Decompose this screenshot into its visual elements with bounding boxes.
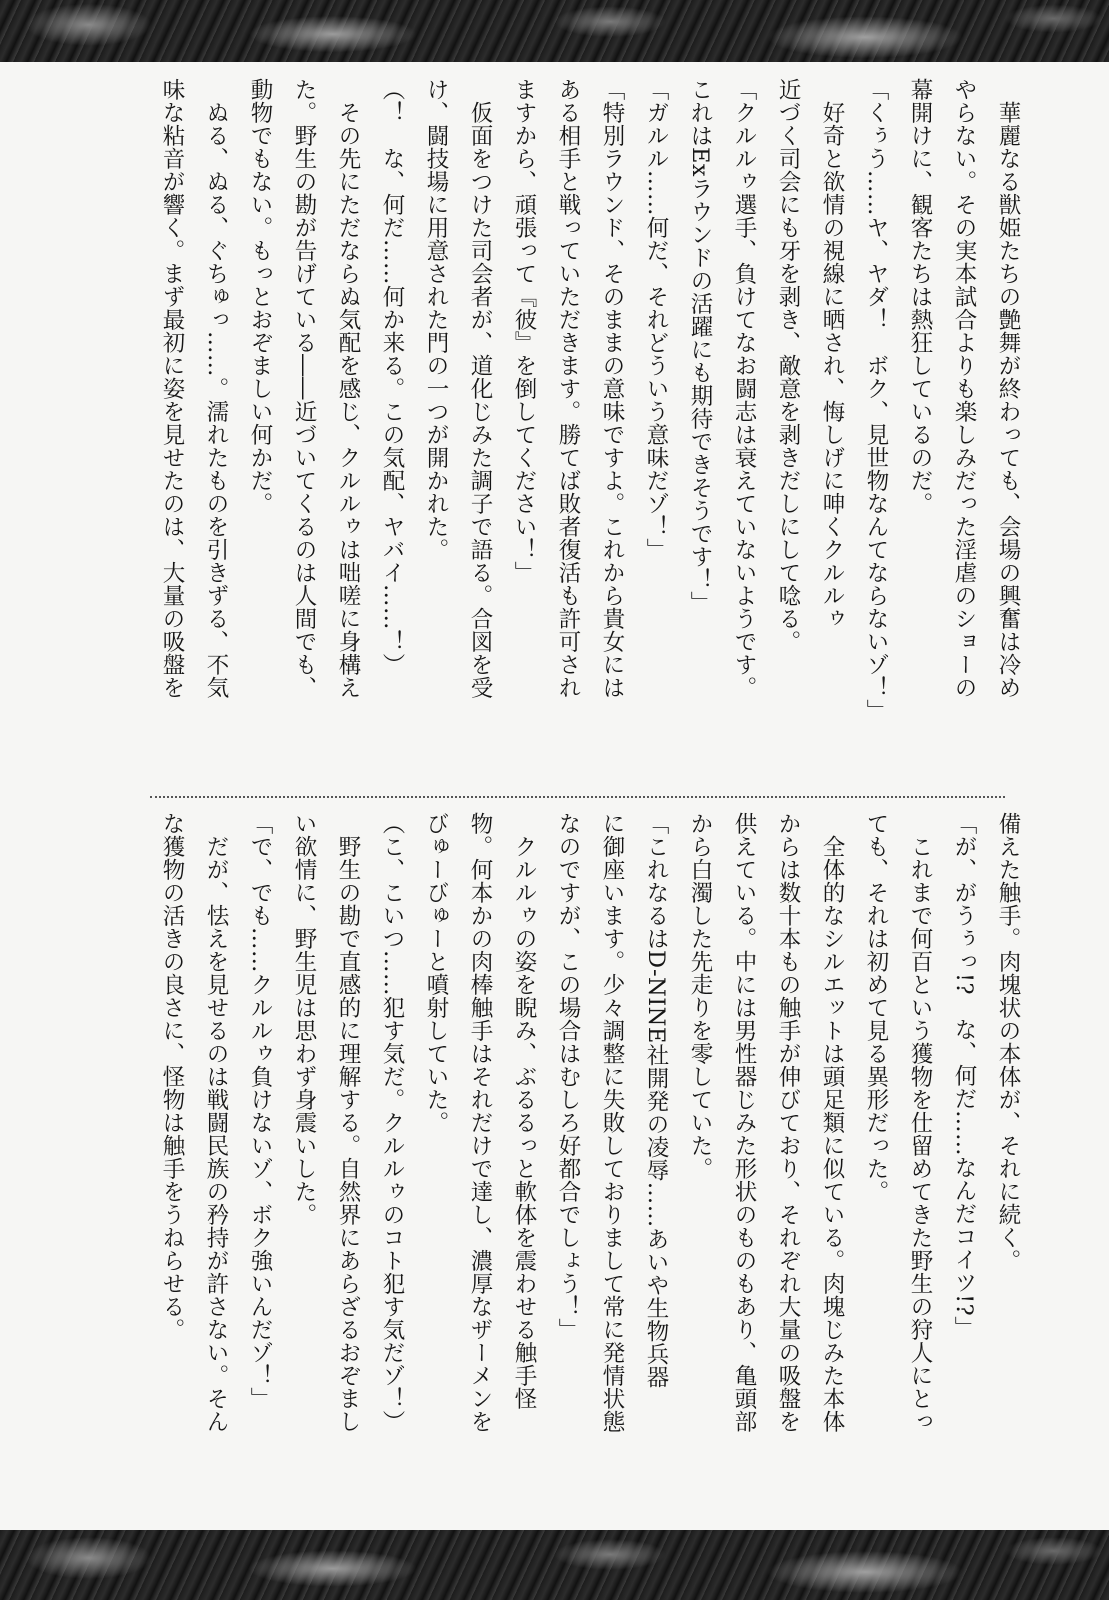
- text-line: 仮面をつけた司会者が、道化じみた調子で語る。合図を受: [467, 78, 493, 699]
- text-line: から白濁した先走りを零していた。: [687, 812, 713, 1180]
- bottom-text-block: [150, 812, 1030, 1512]
- top-text-block: [150, 78, 1030, 778]
- top-vertical-text: [150, 78, 1030, 778]
- text-line: 「これなるはD-NINE社開発の凌辱……あいや生物兵器: [643, 812, 669, 1389]
- text-line: 「特別ラウンド、そのままの意味ですよ。これから貴女には: [599, 78, 625, 699]
- text-line: これまで何百という獲物を仕留めてきた野生の狩人にとっ: [907, 812, 933, 1433]
- top-illustration-strip: [0, 0, 1109, 62]
- text-line: （！ な、何だ……何か来る。この気配、ヤバイ……！）: [379, 78, 405, 676]
- text-line: 備えた触手。肉塊状の本体が、それに続く。: [995, 812, 1021, 1272]
- text-line: なのですが、この場合はむしろ好都合でしょう！」: [555, 812, 581, 1341]
- text-line: 「で、でも……クルルゥ負けないゾ、ボク強いんだゾ！」: [247, 812, 273, 1410]
- text-line: 近づく司会にも牙を剥き、敵意を剥きだしにして唸る。: [775, 78, 801, 653]
- text-line: からは数十本もの触手が伸びており、それぞれ大量の吸盤を: [775, 812, 801, 1433]
- text-line: 「クルルゥ選手、負けてなお闘志は衰えていないようです。: [731, 78, 757, 699]
- text-line: やらない。その実本試合よりも楽しみだった淫虐のショーの: [951, 78, 977, 699]
- text-line: クルルゥの姿を睨み、ぶるるっと軟体を震わせる触手怪: [511, 812, 537, 1410]
- text-line: ある相手と戦っていただきます。勝てば敗者復活も許可され: [555, 78, 581, 699]
- text-line: これはExラウンドの活躍にも期待できそうです！」: [687, 78, 713, 615]
- text-line: その先にただならぬ気配を感じ、クルルゥは咄嗟に身構え: [335, 78, 361, 699]
- text-line: びゅーびゅーと噴射していた。: [423, 812, 449, 1134]
- text-line: に御座います。少々調整に失敗しておりまして常に発情状態: [599, 812, 625, 1433]
- text-line: 好奇と欲情の視線に晒され、悔しげに呻くクルルゥ: [819, 78, 845, 630]
- text-line: 「が、がうぅっ!? な、何だ……なんだコイツ!?」: [951, 812, 977, 1340]
- text-line: 野生の勘で直感的に理解する。自然界にあらざるおぞまし: [335, 812, 361, 1433]
- text-line: 「くぅう……ヤ、ヤダ！ ボク、見世物なんてならないゾ！」: [863, 78, 889, 722]
- text-line: け、闘技場に用意された門の一つが開かれた。: [423, 78, 449, 561]
- text-line: だが、怯えを見せるのは戦闘民族の矜持が許さない。そん: [203, 812, 229, 1433]
- text-line: 動物でもない。もっとおぞましい何かだ。: [247, 78, 273, 515]
- text-line: 供えている。中には男性器じみた形状のものもあり、亀頭部: [731, 812, 757, 1433]
- text-line: 「ガルル……何だ、それどういう意味だゾ！」: [643, 78, 669, 561]
- text-line: な獲物の活きの良さに、怪物は触手をうねらせる。: [159, 812, 185, 1341]
- text-line: （こ、こいつ……犯す気だ。クルルゥのコト犯す気だゾ！）: [379, 812, 405, 1433]
- text-line: 幕開けに、観客たちは熱狂しているのだ。: [907, 78, 933, 515]
- text-line: 華麗なる獣姫たちの艶舞が終わっても、会場の興奮は冷め: [995, 78, 1021, 699]
- text-line: 全体的なシルエットは頭足類に似ている。肉塊じみた本体: [819, 812, 845, 1433]
- text-line: 物。何本かの肉棒触手はそれだけで達し、濃厚なザーメンを: [467, 812, 493, 1433]
- text-line: ぬる、ぬる、ぐちゅっ……。濡れたものを引きずる、不気: [203, 78, 229, 699]
- bottom-illustration-strip: [0, 1530, 1109, 1600]
- text-line: ても、それは初めて見る異形だった。: [863, 812, 889, 1203]
- text-line: ますから、頑張って『彼』を倒してください！」: [511, 78, 537, 584]
- text-line: 味な粘音が響く。まず最初に姿を見せたのは、大量の吸盤を: [159, 78, 185, 699]
- dotted-section-divider: [150, 796, 1005, 798]
- text-line: い欲情に、野生児は思わず身震いした。: [291, 812, 317, 1226]
- text-line: た。野生の勘が告げている――近づいてくるのは人間でも、: [291, 78, 317, 699]
- bottom-vertical-text: [150, 812, 1030, 1512]
